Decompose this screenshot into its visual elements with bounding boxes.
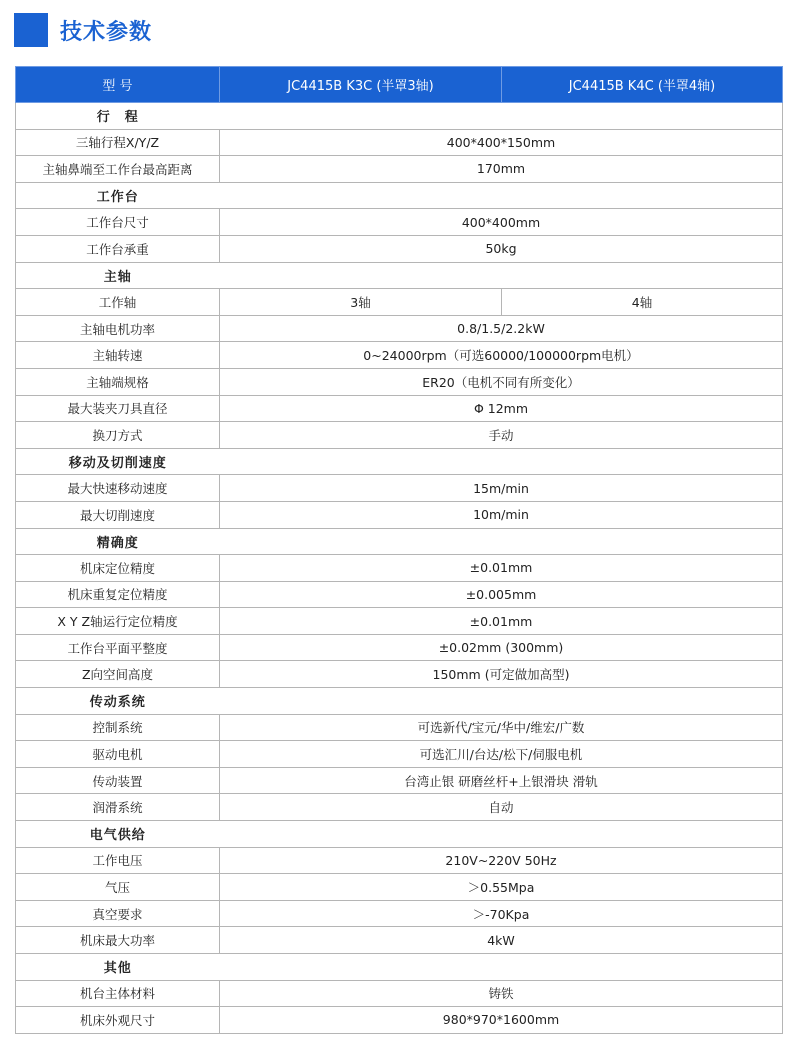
section-title: 主轴 (16, 262, 220, 289)
table-row (16, 927, 783, 954)
table-row (16, 874, 783, 901)
row-label: Z向空间高度 (16, 661, 220, 688)
table-row (16, 156, 783, 183)
row-value: ER20（电机不同有所变化） (220, 368, 783, 395)
row-value: 400*400mm (220, 209, 783, 236)
row-label: X Y Z轴运行定位精度 (16, 608, 220, 635)
section-spacer (220, 528, 783, 555)
row-label: 最大快速移动速度 (16, 475, 220, 502)
table-row (16, 1007, 783, 1034)
row-label: 工作台平面平整度 (16, 634, 220, 661)
header-model: 型 号 (16, 67, 220, 103)
row-label: 驱动电机 (16, 741, 220, 768)
row-label: 主轴鼻端至工作台最高距离 (16, 156, 220, 183)
row-value: ±0.01mm (220, 555, 783, 582)
table-row (16, 900, 783, 927)
row-label: 工作轴 (16, 289, 220, 316)
section-spacer (220, 954, 783, 981)
section-title: 移动及切削速度 (16, 448, 220, 475)
row-label: 最大装夹刀具直径 (16, 395, 220, 422)
row-value: 3轴 (220, 289, 502, 316)
row-value: 15m/min (220, 475, 783, 502)
heading-accent-block (14, 13, 48, 47)
table-row (16, 741, 783, 768)
section-spacer (220, 262, 783, 289)
section-row (16, 528, 783, 555)
table-row (16, 555, 783, 582)
row-label: 真空要求 (16, 900, 220, 927)
table-row (16, 634, 783, 661)
table-row (16, 235, 783, 262)
row-value: 170mm (220, 156, 783, 183)
page-title: 技术参数 (60, 19, 153, 45)
row-label: 工作台尺寸 (16, 209, 220, 236)
row-label: 三轴行程X/Y/Z (16, 129, 220, 156)
section-spacer (220, 688, 783, 715)
row-label: 主轴电机功率 (16, 315, 220, 342)
row-label: 机床最大功率 (16, 927, 220, 954)
row-value: 4轴 (502, 289, 783, 316)
row-label: 气压 (16, 874, 220, 901)
table-row (16, 794, 783, 821)
table-row (16, 767, 783, 794)
row-label: 控制系统 (16, 714, 220, 741)
table-row (16, 129, 783, 156)
spec-table (15, 66, 783, 1034)
row-value: 50kg (220, 235, 783, 262)
table-row (16, 581, 783, 608)
section-row (16, 262, 783, 289)
row-value: ＞-70Kpa (220, 900, 783, 927)
section-title: 其他 (16, 954, 220, 981)
header-k3c: JC4415B K3C (半罩3轴) (220, 67, 502, 103)
row-label: 机床重复定位精度 (16, 581, 220, 608)
row-value: ±0.005mm (220, 581, 783, 608)
section-heading (14, 12, 152, 48)
row-value: 手动 (220, 422, 783, 449)
row-value: 台湾止银 研磨丝杆+上银滑块 滑轨 (220, 767, 783, 794)
row-value: 4kW (220, 927, 783, 954)
section-row (16, 954, 783, 981)
section-title: 行 程 (16, 103, 220, 130)
table-row (16, 714, 783, 741)
row-label: 润滑系统 (16, 794, 220, 821)
table-header-row (16, 67, 783, 103)
row-label: 主轴转速 (16, 342, 220, 369)
table-row (16, 289, 783, 316)
section-title: 精确度 (16, 528, 220, 555)
section-row (16, 448, 783, 475)
header-k4c: JC4415B K4C (半罩4轴) (502, 67, 783, 103)
section-row (16, 103, 783, 130)
table-row (16, 315, 783, 342)
table-row (16, 342, 783, 369)
table-row (16, 475, 783, 502)
table-row (16, 209, 783, 236)
row-value: 铸铁 (220, 980, 783, 1007)
row-label: 机床外观尺寸 (16, 1007, 220, 1034)
table-row (16, 608, 783, 635)
row-value: 210V~220V 50Hz (220, 847, 783, 874)
row-value: 400*400*150mm (220, 129, 783, 156)
table-row (16, 422, 783, 449)
table-row (16, 980, 783, 1007)
table-row (16, 847, 783, 874)
row-label: 传动装置 (16, 767, 220, 794)
section-title: 电气供给 (16, 821, 220, 848)
section-spacer (220, 448, 783, 475)
spec-table-body (16, 103, 783, 1034)
section-row (16, 821, 783, 848)
row-label: 工作电压 (16, 847, 220, 874)
row-value: ±0.01mm (220, 608, 783, 635)
row-value: 自动 (220, 794, 783, 821)
section-row (16, 688, 783, 715)
row-value: 0~24000rpm（可选60000/100000rpm电机） (220, 342, 783, 369)
row-label: 机床定位精度 (16, 555, 220, 582)
section-spacer (220, 182, 783, 209)
row-label: 机台主体材料 (16, 980, 220, 1007)
row-label: 工作台承重 (16, 235, 220, 262)
section-title: 工作台 (16, 182, 220, 209)
row-value: 0.8/1.5/2.2kW (220, 315, 783, 342)
section-title: 传动系统 (16, 688, 220, 715)
table-row (16, 395, 783, 422)
section-row (16, 182, 783, 209)
table-row (16, 368, 783, 395)
section-spacer (220, 821, 783, 848)
row-value: 980*970*1600mm (220, 1007, 783, 1034)
table-row (16, 661, 783, 688)
row-value: ±0.02mm (300mm) (220, 634, 783, 661)
row-value: 可选汇川/台达/松下/伺服电机 (220, 741, 783, 768)
row-label: 主轴端规格 (16, 368, 220, 395)
section-spacer (220, 103, 783, 130)
table-row (16, 501, 783, 528)
row-value: 可选新代/宝元/华中/维宏/广数 (220, 714, 783, 741)
row-value: 150mm (可定做加高型) (220, 661, 783, 688)
row-value: 10m/min (220, 501, 783, 528)
row-label: 最大切削速度 (16, 501, 220, 528)
row-value: ＞0.55Mpa (220, 874, 783, 901)
row-value: Φ 12mm (220, 395, 783, 422)
row-label: 换刀方式 (16, 422, 220, 449)
